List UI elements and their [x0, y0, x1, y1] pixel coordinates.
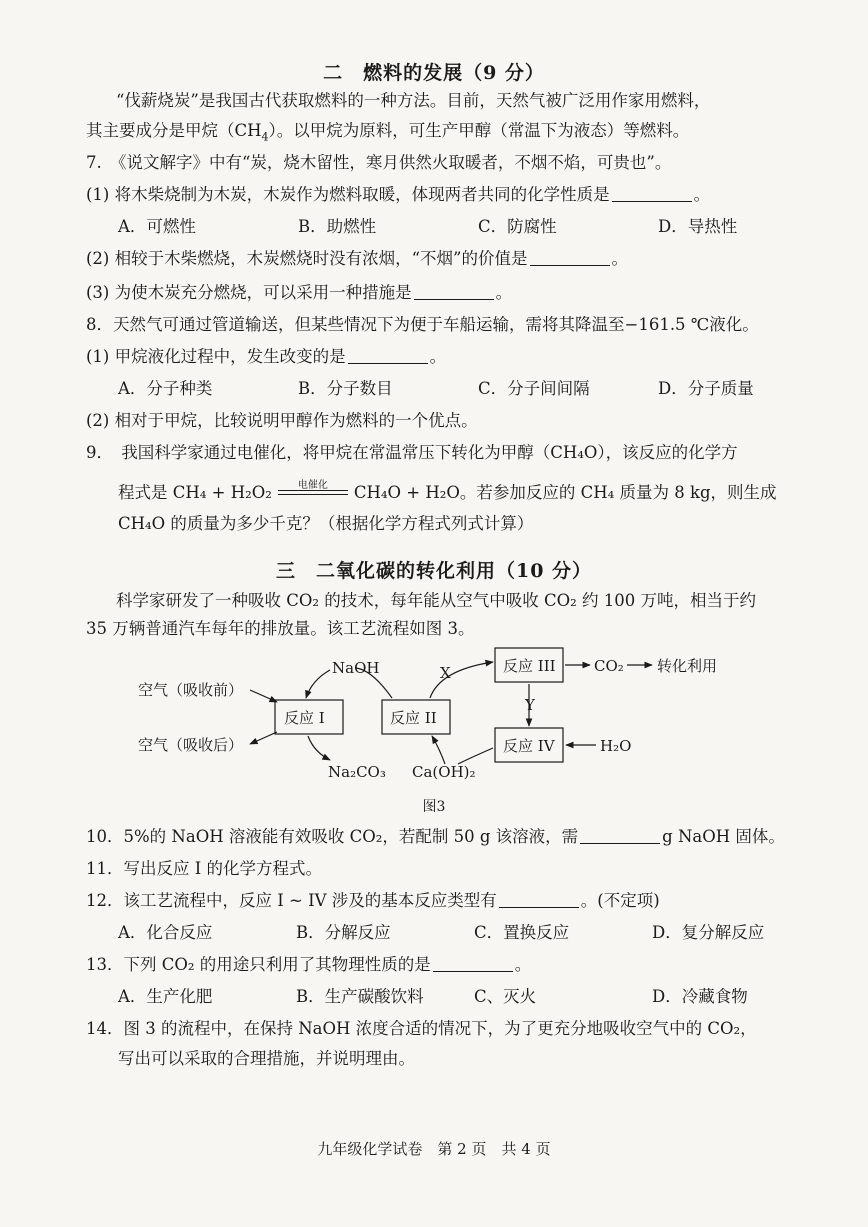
option-d[interactable]: D．冷藏食物: [652, 987, 748, 1006]
air-out-label: 空气（吸收后）: [138, 736, 244, 754]
q14-line-2: 写出可以采取的合理措施，并说明理由。: [118, 1049, 415, 1068]
q13: [86, 954, 531, 976]
intro-subscript: 4: [261, 130, 269, 144]
option-d[interactable]: D．导热性: [658, 217, 738, 236]
page-footer: 九年级化学试卷 第 2 页 共 4 页: [317, 1140, 551, 1158]
option-c[interactable]: C．置换反应: [474, 923, 570, 942]
q8-part-1: [86, 346, 446, 368]
q8-part-1-end: 。: [429, 347, 447, 366]
q7-part-2-text: (2) 相较于木柴燃烧，木炭燃烧时没有浓烟，“不烟”的价值是: [86, 249, 528, 268]
option-a[interactable]: A．生产化肥: [118, 987, 213, 1006]
intro-text-a: 其主要成分是甲烷（CH: [86, 121, 262, 140]
q12: [86, 890, 660, 912]
caoh2-label: Ca(OH)₂: [412, 763, 476, 781]
q9-line-1: 9． 我国科学家通过电催化，将甲烷在常温常压下转化为甲醇（CH₄O），该反应的化学方: [86, 443, 738, 462]
q9-line-3: CH₄O 的质量为多少千克？（根据化学方程式列式计算）: [118, 514, 534, 533]
option-b[interactable]: B．生产碳酸饮料: [296, 987, 424, 1006]
q7-part-3-end: 。: [495, 283, 513, 302]
air-in-label: 空气（吸收前）: [138, 681, 244, 699]
option-b[interactable]: B．分子数目: [298, 379, 393, 398]
reaction-4-label: 反应 IV: [503, 737, 555, 755]
air-out-arrow: [250, 732, 277, 744]
q10-end: g NaOH 固体。: [662, 827, 785, 846]
section-3-title: 三 二氧化碳的转化利用（10 分）: [275, 560, 593, 582]
option-c[interactable]: C．防腐性: [478, 217, 557, 236]
reaction-condition-label: 电催化: [297, 480, 328, 491]
q7-part-1: [86, 184, 710, 206]
co2-label: CO₂: [594, 657, 624, 675]
q10-text: 10．5%的 NaOH 溶液能有效吸收 CO₂，若配制 50 g 该溶液，需: [86, 827, 579, 846]
q11: 11．写出反应 I 的化学方程式。: [86, 859, 323, 878]
q13-text: 13．下列 CO₂ 的用途只利用了其物理性质的是: [86, 955, 431, 974]
q12-end: 。(不定项): [580, 891, 660, 910]
option-a[interactable]: A．可燃性: [118, 217, 196, 236]
q7-part-3-text: (3) 为使木炭充分燃烧，可以采用一种措施是: [86, 283, 412, 302]
section-2-intro-line-2: [86, 120, 689, 148]
q14-line-1: 14．图 3 的流程中，在保持 NaOH 浓度合适的情况下，为了更充分地吸收空气中的 CO₂，: [86, 1019, 757, 1038]
option-b[interactable]: B．助燃性: [298, 217, 377, 236]
reaction-1-to-na2co3-arrow: [308, 736, 330, 760]
x-label: X: [440, 664, 451, 682]
q8-part-2: (2) 相对于甲烷，比较说明甲醇作为燃料的一个优点。: [86, 411, 478, 430]
section-3-intro-line-1: 科学家研发了一种吸收 CO₂ 的技术，每年能从空气中吸收 CO₂ 约 100 万吨，相当于约: [116, 591, 756, 610]
answer-blank[interactable]: [414, 283, 494, 300]
answer-blank[interactable]: [348, 347, 428, 364]
q13-end: 。: [514, 955, 532, 974]
reaction-2-label: 反应 II: [390, 709, 437, 727]
figure-3-flow-diagram: [0, 640, 868, 820]
answer-blank[interactable]: [433, 955, 513, 972]
section-3-intro-line-2: 35 万辆普通汽车每年的排放量。该工艺流程如图 3。: [86, 619, 475, 638]
use-label: 转化利用: [657, 657, 718, 675]
q10: [86, 826, 785, 848]
q12-text: 12．该工艺流程中，反应 I ~ IV 涉及的基本反应类型有: [86, 891, 497, 910]
q7-stem: 7. 《说文解字》中有“炭，烧木留性，寒月供然火取暖者，不烟不焰，可贵也”。: [86, 153, 672, 172]
figure-3-caption: 图3: [422, 799, 446, 815]
option-c[interactable]: C、灭火: [474, 987, 537, 1006]
q8-stem: 8．天然气可通过管道输送，但某些情况下为便于车船运输，需将其降温至−161.5 ℃液化。: [86, 315, 759, 334]
option-d[interactable]: D．复分解反应: [652, 923, 765, 942]
answer-blank[interactable]: [499, 891, 579, 908]
option-d[interactable]: D．分子质量: [658, 379, 754, 398]
section-2-intro-line-1: “伐薪烧炭”是我国古代获取燃料的一种方法。目前，天然气被广泛用作家用燃料，: [116, 91, 711, 110]
reaction-1-label: 反应 I: [284, 709, 325, 727]
na2co3-label: Na₂CO₃: [328, 763, 386, 781]
q7-part-3: [86, 282, 512, 304]
naoh-label: NaOH: [332, 659, 380, 677]
reaction-3-label: 反应 III: [503, 657, 556, 675]
option-b[interactable]: B．分解反应: [296, 923, 391, 942]
caoh2-to-reaction-2-arrow: [432, 736, 445, 764]
answer-blank[interactable]: [530, 249, 610, 266]
y-label: Y: [525, 696, 535, 714]
q7-part-1-end: 。: [693, 185, 711, 204]
q7-part-2-end: 。: [611, 249, 628, 268]
q7-part-1-text: (1) 将木柴烧制为木炭，木炭作为燃料取暖，体现两者共同的化学性质是: [86, 185, 610, 204]
air-in-arrow: [250, 690, 277, 702]
equation-reactants: 程式是 CH₄ + H₂O₂: [118, 483, 272, 502]
q9-equation-line: [118, 480, 777, 504]
q7-part-2: [86, 248, 628, 270]
answer-blank[interactable]: [580, 827, 660, 844]
answer-blank[interactable]: [612, 185, 692, 202]
option-c[interactable]: C．分子间间隔: [478, 379, 590, 398]
q8-part-1-text: (1) 甲烷液化过程中，发生改变的是: [86, 347, 346, 366]
intro-text-b: ）。以甲烷为原料，可生产甲醇（常温下为液态）等燃料。: [268, 121, 690, 140]
option-a[interactable]: A．分子种类: [118, 379, 213, 398]
naoh-to-reaction-1-arrow: [306, 670, 330, 698]
option-a[interactable]: A．化合反应: [118, 923, 213, 942]
equation-products: CH₄O + H₂O。若参加反应的 CH₄ 质量为 8 kg，则生成: [353, 483, 777, 502]
h2o-label: H₂O: [600, 737, 632, 755]
section-2-title: 二 燃料的发展（9 分）: [323, 62, 545, 84]
reaction-condition-equals: [276, 480, 350, 502]
